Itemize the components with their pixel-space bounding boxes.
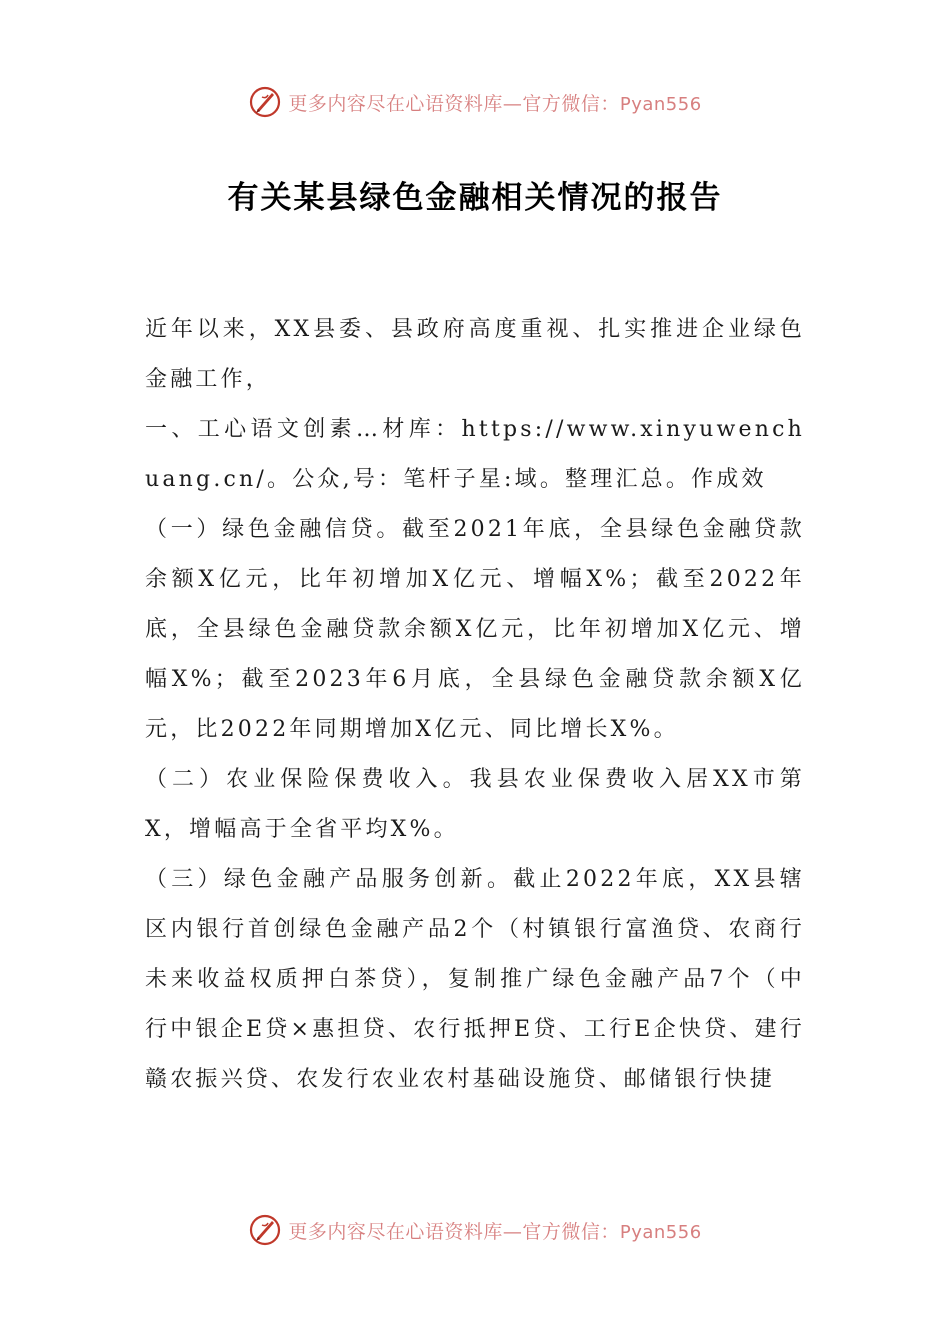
paragraph-green-credit: （一）绿色金融信贷。截至2021年底，全县绿色金融贷款余额X亿元，比年初增加X亿元、增幅X%；截至2022年底，全县绿色金融贷款余额X亿元，比年初增加X亿元、增幅X%；截至2023年6月底，全县绿色金融贷款余额X亿元，比2022年同期增加X亿元、同比增长X%。 (145, 517, 805, 742)
paragraph-agri-insurance: （二）农业保险保费收入。我县农业保费收入居XX市第X，增幅高于全省平均X%。 (145, 767, 805, 842)
page-title: 有关某县绿色金融相关情况的报告 (227, 180, 723, 216)
quill-pen-logo-icon (248, 1213, 282, 1247)
banner-label: 更多内容尽在心语资料库—官方微信： (288, 92, 620, 115)
banner-label: 更多内容尽在心语资料库—官方微信： (288, 1220, 620, 1243)
paragraph-section-heading: 一、工心语文创素…材库：https://www.xinyuwenchuang.cn/。公众,号：笔杆子星:域。整理汇总。作成效 (145, 417, 805, 492)
banner-text (288, 1217, 701, 1244)
paragraph-intro: 近年以来，XX县委、县政府高度重视、扎实推进企业绿色金融工作， (145, 317, 805, 392)
header-watermark-banner (0, 80, 950, 124)
wechat-id: Pyan556 (619, 93, 702, 115)
quill-pen-logo-icon (248, 85, 282, 119)
report-body (145, 305, 805, 1105)
banner-text (288, 89, 701, 116)
paragraph-product-innovation: （三）绿色金融产品服务创新。截止2022年底，XX县辖区内银行首创绿色金融产品2个（村镇银行富渔贷、农商行未来收益权质押白茶贷），复制推广绿色金融产品7个（中行中银企E贷×惠担贷、农行抵押E贷、工行E企快贷、建行赣农振兴贷、农发行农业农村基础设施贷、邮储银行快捷 (145, 867, 805, 1092)
footer-watermark-banner (0, 1208, 950, 1252)
wechat-id: Pyan556 (619, 1221, 702, 1243)
